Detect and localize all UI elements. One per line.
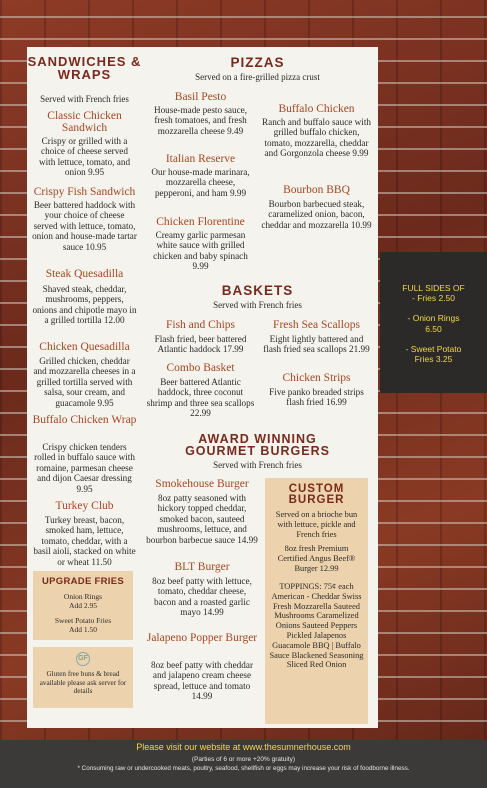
baskets-subtitle: Served with French fries: [213, 300, 302, 310]
custom-burger-patty: 8oz fresh Premium Certified Angus Beef® Burger 12.99: [277, 544, 356, 573]
menu-item-name: Basil Pesto: [174, 91, 227, 103]
menu-item-name: Bourbon BBQ: [283, 184, 350, 196]
custom-burger-title-line1: CUSTOM: [288, 483, 345, 495]
menu-item-name: Crispy Fish Sandwich: [33, 186, 136, 198]
baskets-title: BASKETS: [221, 283, 294, 298]
gluten-free-note: Gluten free buns & bread available please ask server for details: [39, 670, 127, 696]
sides-onion-rings: - Onion Rings: [407, 313, 460, 324]
burgers-title-line1: AWARD WINNING: [198, 432, 317, 446]
menu-item-name: Turkey Club: [55, 500, 114, 512]
menu-item-desc: Turkey breast, bacon, smoked ham, lettuce, tomato, cheddar, with a basil aioli, stacked on white or wheat 11.50: [33, 515, 136, 567]
menu-item-desc: Creamy garlic parmesan white sauce with grilled chicken and baby spinach 9.99: [153, 230, 248, 272]
sides-onion-rings-price: 6.50: [425, 323, 442, 334]
menu-item-name: Fresh Sea Scallops: [273, 319, 360, 331]
menu-item-name: Smokehouse Burger: [155, 478, 249, 490]
menu-item-name: BLT Burger: [174, 561, 230, 573]
upgrade-onion-rings-price: Add 2.95: [69, 601, 97, 610]
menu-item-name: Buffalo Chicken Wrap: [32, 414, 137, 426]
footer-warning: * Consuming raw or undercooked meats, poultry, seafood, shellfish or eggs may increase your risk of foodborne illness.: [77, 765, 410, 772]
menu-item-desc: House-made pesto sauce, fresh tomatoes, and fresh mozzarella cheese 9.49: [153, 105, 248, 136]
gluten-free-icon: GF: [76, 652, 90, 666]
menu-item-desc: 8oz beef patty with cheddar and jalapeno cream cheese spread, lettuce and tomato 14.99: [150, 660, 254, 702]
menu-item-name: Chicken Quesadilla: [39, 341, 130, 353]
menu-item-name: Buffalo Chicken: [278, 103, 355, 115]
sides-list: [384, 283, 483, 364]
sides-sweet-potato: - Sweet Potato: [405, 343, 462, 354]
menu-item-desc: Shaved steak, cheddar, mushrooms, peppers, onions and chipotle mayo in a grilled tortilla 12.00: [32, 284, 137, 326]
sides-heading: FULL SIDES OF: [402, 283, 465, 293]
menu-item-desc: Beer battered Atlantic haddock, three coconut shrimp and three sea scallops 22.99: [146, 377, 255, 419]
upgrade-onion-rings: Onion Rings: [63, 592, 103, 601]
upgrade-sweet-potato: Sweet Potato Fries: [54, 616, 112, 625]
menu-item-desc: Eight lightly battered and flash fried sea scallops 21.99: [263, 334, 370, 355]
menu-item-desc: Grilled chicken, cheddar and mozzarella cheeses in a grilled tortilla served with salsa, sour cream, and guacamole 9.95: [33, 356, 136, 408]
burgers-title-line2: GOURMET BURGERS: [185, 444, 330, 458]
footer-gratuity: (Parties of 6 or more +20% gratuity): [191, 756, 296, 763]
menu-item-name: Chicken Strips: [282, 372, 351, 384]
upgrade-fries-title: UPGRADE FRIES: [41, 576, 125, 587]
menu-item-name: Jalapeno Popper Burger: [146, 632, 258, 644]
menu-item-name: Combo Basket: [166, 362, 235, 374]
menu-item-name: Steak Quesadilla: [45, 268, 124, 280]
custom-burger-title-line2: BURGER: [288, 494, 345, 506]
menu-item-desc: Five panko breaded strips flash fried 16.99: [269, 387, 364, 408]
menu-item-desc: Flash fried, beer battered Atlantic haddock 17.99: [154, 334, 247, 355]
custom-burger-desc: Served on a brioche bun with lettuce, pickle and French fries: [275, 510, 358, 539]
pizzas-subtitle: Served on a fire-grilled pizza crust: [195, 72, 320, 82]
menu-item-name: Chicken Florentine: [156, 216, 245, 228]
menu-item-desc: Our house-made marinara, mozzarella cheese, pepperoni, and ham 9.99: [151, 167, 250, 198]
menu-item-desc: 8oz patty seasoned with hickory topped cheddar, smoked bacon, sauteed mushrooms, lettuce, and bourbon barbecue sauce 14.99: [146, 493, 258, 545]
menu-item-desc: Ranch and buffalo sauce with grilled buffalo chicken, tomato, mozzarella, cheddar and Gorgonzola cheese 9.99: [261, 117, 372, 159]
footer-website: Please visit our website at www.thesumnerhouse.com: [136, 742, 351, 752]
menu-item-name: Classic Chicken Sandwich: [47, 110, 122, 134]
sides-fries: - Fries 2.50: [412, 293, 455, 304]
sandwiches-title: SANDWICHES & WRAPS: [27, 54, 142, 82]
menu-item-desc: Crispy chicken tenders rolled in buffalo sauce with romaine, parmesan cheese and dijon Caesar dressing 9.95: [34, 442, 135, 494]
pizzas-title: PIZZAS: [230, 55, 285, 70]
menu-item-desc: Beer battered haddock with your choice of cheese served with lettuce, tomato, onion and house-made tartar sauce 10.95: [32, 200, 137, 252]
sides-sweet-potato-price: Fries 3.25: [414, 354, 453, 365]
custom-burger-toppings: TOPPINGS: 75¢ each American - Cheddar Swiss Fresh Mozzarella Sauteed Mushrooms Caramelized Onions Sauteed Peppers Pickled Jalapenos Guacamole BBQ | Buffalo Sauce Blackened Seasoning Sliced Red Onion: [269, 582, 364, 670]
sandwiches-subtitle: Served with French fries: [40, 94, 129, 104]
menu-item-desc: Bourbon barbecued steak, caramelized onion, bacon, cheddar and mozzarella 10.99: [261, 199, 372, 230]
menu-item-name: Fish and Chips: [165, 319, 235, 331]
upgrade-sweet-potato-price: Add 1.50: [69, 625, 97, 634]
menu-item-name: Italian Reserve: [165, 153, 236, 165]
menu-item-desc: 8oz beef patty with lettuce, tomato, cheddar cheese, bacon and a roasted garlic mayo 14.99: [152, 576, 252, 618]
burgers-subtitle: Served with French fries: [213, 460, 302, 470]
menu-item-desc: Crispy or grilled with a choice of cheese served with lettuce, tomato, and onion 9.95: [38, 136, 131, 178]
